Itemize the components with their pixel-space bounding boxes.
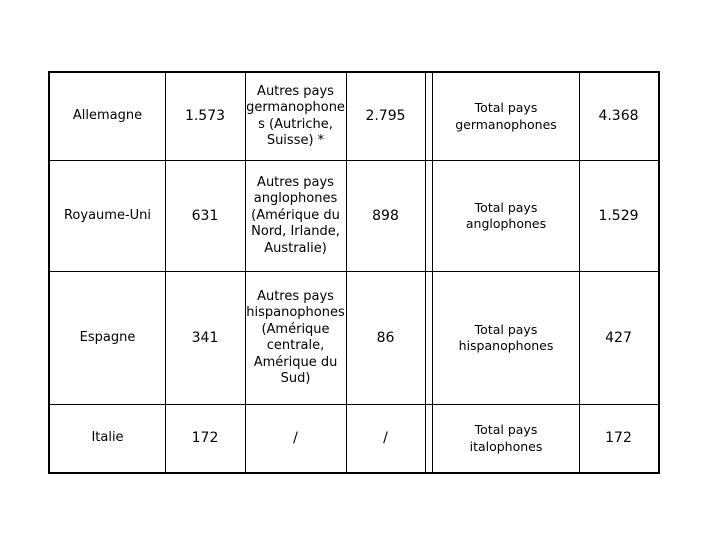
- total-label-cell: Total pays anglophones: [465, 199, 547, 231]
- other-countries-cell: Autres pays anglophones (Amérique du Nord, Irlande, Australie): [251, 174, 340, 256]
- country-value-cell: 172: [191, 430, 219, 447]
- other-countries-cell: /: [293, 430, 298, 447]
- total-value-cell: 4.368: [598, 108, 639, 125]
- language-statistics-table: [48, 71, 660, 474]
- other-countries-cell: Autres pays germanophone s (Autriche, Suisse) *: [246, 83, 345, 148]
- other-value-cell: 898: [372, 207, 399, 224]
- country-cell: Espagne: [79, 329, 136, 345]
- other-value-cell: /: [383, 430, 388, 447]
- other-value-cell: 2.795: [365, 108, 406, 125]
- country-cell: Allemagne: [72, 108, 143, 124]
- other-countries-cell: Autres pays hispanophones (Amérique centrale, Amérique du Sud): [246, 288, 345, 386]
- total-label-cell: Total pays hispanophones: [458, 321, 554, 353]
- total-label-cell: Total pays germanophones: [455, 100, 557, 132]
- total-value-cell: 427: [605, 329, 632, 346]
- country-cell: Italie: [91, 430, 124, 446]
- total-label-cell: Total pays italophones: [469, 422, 543, 454]
- total-value-cell: 172: [605, 430, 632, 447]
- column-divider: [425, 73, 426, 472]
- country-cell: Royaume-Uni: [63, 207, 152, 223]
- total-value-cell: 1.529: [598, 207, 639, 224]
- other-value-cell: 86: [376, 329, 395, 346]
- country-value-cell: 1.573: [184, 108, 226, 125]
- country-value-cell: 341: [191, 329, 219, 346]
- country-value-cell: 631: [191, 207, 219, 224]
